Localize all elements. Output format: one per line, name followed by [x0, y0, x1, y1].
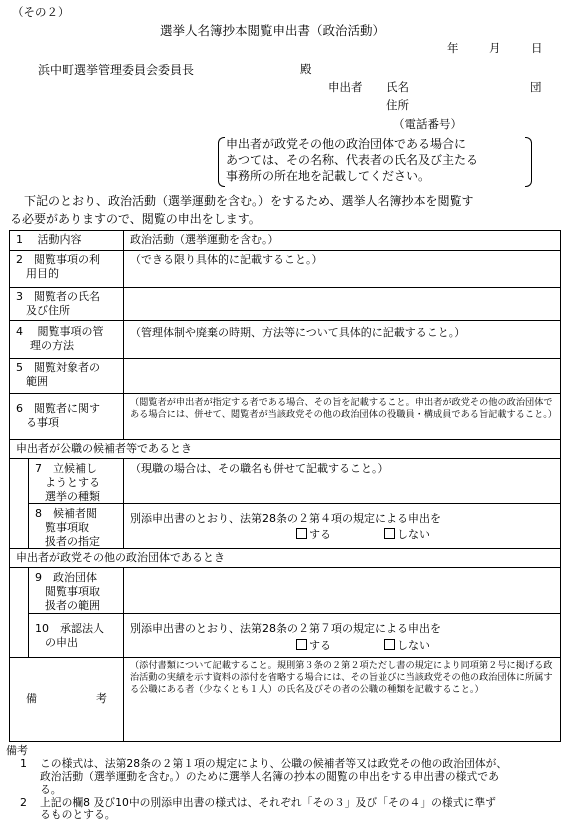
row-candidate-handler-label: 8 候補者閲 覧事項取 扱者の指定	[35, 507, 100, 548]
note-2-number: 2	[20, 796, 27, 809]
r10-option-yes[interactable]: する	[296, 639, 331, 653]
row-scope-label: 5 閲覧対象者の 範囲	[16, 361, 100, 388]
row-purpose-value: （できる限り具体的に記載すること。）	[130, 253, 323, 266]
date-day-label: 日	[531, 41, 543, 55]
row-management-label: 4 閲覧事項の管 理の方法	[16, 325, 104, 352]
note-bracket-left	[218, 137, 225, 187]
row-viewer-label: 3 閲覧者の氏名 及び住所	[16, 290, 100, 317]
row-viewer-matters-label: 6 閲覧者に関す る事項	[16, 402, 100, 429]
r8-checkbox-no[interactable]	[384, 528, 395, 539]
remarks-label-2: 考	[96, 692, 107, 705]
honorific: 殿	[300, 62, 312, 76]
addressee: 浜中町選挙管理委員会委員長	[38, 63, 195, 77]
r10-checkbox-yes[interactable]	[296, 639, 307, 650]
notes-title: 備考	[6, 744, 28, 757]
row-election-type-label: 7 立候補し ようとする 選挙の種類	[35, 462, 100, 503]
note-1-number: 1	[20, 757, 27, 770]
note-1-line-1: この様式は、法第28条の２第１項の規定により、公職の候補者等又は政党その他の政治団体が、	[40, 757, 508, 770]
section-party-header: 申出者が政党その他の政治団体であるとき	[16, 551, 225, 564]
row-party-handler-label: 9 政治団体 閲覧事項取 扱者の範囲	[35, 571, 100, 612]
r10-checkbox-no[interactable]	[384, 639, 395, 650]
note-2-line-2: るものとする。	[40, 808, 116, 821]
note-1-line-3: る。	[40, 783, 62, 796]
name-label: 氏名	[386, 80, 409, 94]
date-month-label: 月	[489, 41, 501, 55]
remarks-label-1: 備	[26, 692, 37, 705]
note-1-line-2: 政治活動（選挙運動を含む。）のために選挙人名簿の抄本の閲覧の申出をする申出書の様式であ	[40, 770, 499, 783]
remarks-value: （添付書類について記載すること。規則第３条の２第２項ただし書の規定により同項第２号に掲げる政治活動の実績を示す資料の添付を省略する場合には、その旨並びに当該政党その他の政治団体に所属する公職にある者（少なくとも１人）の氏名及びその者の公職の種類を記載すること。）	[130, 660, 553, 695]
row-management-value: （管理体制や廃棄の時期、方法等について具体的に記載すること。）	[130, 326, 466, 339]
r8-checkbox-yes[interactable]	[296, 528, 307, 539]
address-label: 住所	[386, 98, 409, 112]
row-activity-label: 1 活動内容	[16, 233, 82, 246]
section-candidate-header: 申出者が公職の候補者等であるとき	[16, 442, 192, 455]
page-label: （その２）	[12, 5, 70, 19]
note-2-line-1: 上記の欄8 及び10中の別添申出書の様式は、それぞれ「その３」及び「その４」の様式に準ず	[40, 796, 496, 809]
r8-option-no[interactable]: しない	[384, 528, 430, 542]
note-bracket-right	[525, 137, 532, 187]
phone-label: （電話番号）	[393, 117, 462, 131]
row-election-type-value: （現職の場合は、その職名も併せて記載すること。）	[130, 462, 389, 475]
intro-line-2: る必要がありますので、閲覧の申出をします。	[10, 212, 261, 226]
row-candidate-handler-value: 別添申出書のとおり、法第28条の２第４項の規定による申出を	[130, 512, 441, 525]
date-year-label: 年	[447, 41, 459, 55]
row-viewer-matters-value: （閲覧者が申出者が指定する者である場合、その旨を記載すること。申出者が政党その他の政治団体である場合には、併せて、閲覧者が当該政党その他の政治団体の役職員・構成員である旨記載すること。）	[130, 397, 558, 420]
row-approved-corp-value: 別添申出書のとおり、法第28条の２第７項の規定による申出を	[130, 622, 441, 635]
applicant-label: 申出者	[328, 80, 363, 94]
r8-option-yes[interactable]: する	[296, 528, 331, 542]
row-approved-corp-label: 10 承認法人 の申出	[35, 622, 104, 649]
row-purpose-label: 2 閲覧事項の利 用目的	[16, 253, 100, 280]
intro-line-1: 下記のとおり、政治活動（選挙運動を含む。）をするため、選挙人名簿抄本を閲覧す	[24, 194, 474, 208]
page-title: 選挙人名簿抄本閲覧申出書（政治活動）	[160, 23, 386, 38]
r10-option-no[interactable]: しない	[384, 639, 430, 653]
applicant-note: 申出者が政党その他の政治団体である場合に あつては、その名称、代表者の氏名及び主たる 事務所の所在地を記載してください。	[226, 137, 479, 183]
seal-mark: 団	[530, 80, 542, 94]
row-activity-value: 政治活動（選挙運動を含む。）	[130, 233, 279, 246]
